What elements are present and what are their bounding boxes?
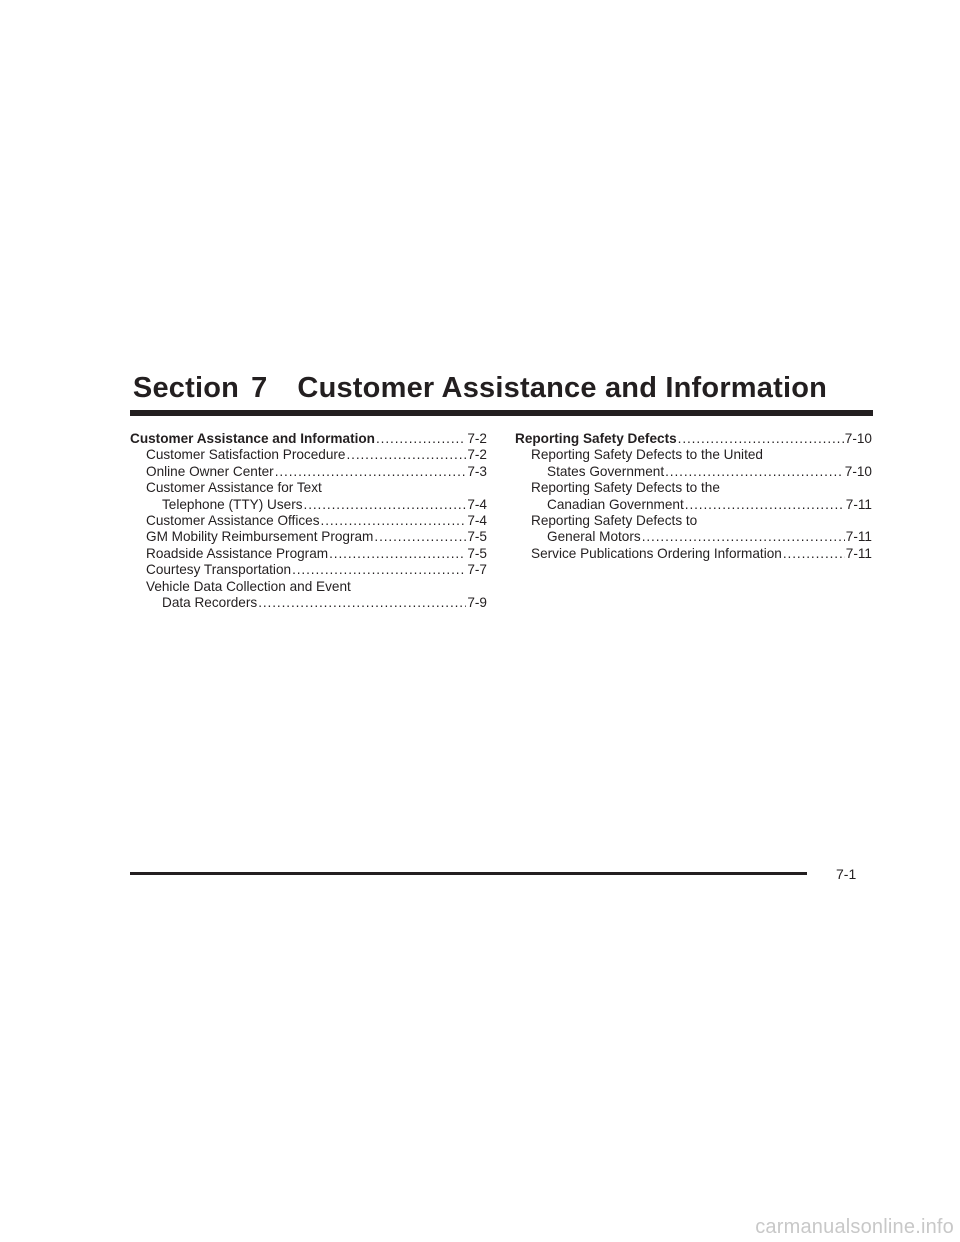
toc-entry[interactable] [130, 579, 487, 612]
section-heading: Customer Assistance and Information [297, 372, 828, 404]
toc-entry-title: Data Recorders [162, 595, 258, 611]
toc-page-ref: 7-11 [845, 496, 872, 512]
toc-page-ref: 7-7 [467, 562, 487, 578]
toc-page-ref: 7-2 [467, 431, 487, 446]
toc-entry-title: Customer Assistance for Text [146, 480, 322, 496]
toc-entry-title: Customer Assistance Offices [146, 513, 320, 529]
toc-heading-entry[interactable] [130, 431, 487, 447]
page-number: 7-1 [836, 866, 857, 882]
toc-page-ref: 7-10 [844, 463, 872, 479]
dot-leader [292, 562, 466, 578]
toc-entry[interactable] [515, 480, 872, 513]
toc-entry-title: Vehicle Data Collection and Event [146, 578, 351, 594]
dot-leader [329, 546, 466, 562]
toc-entry-title: GM Mobility Reimbursement Program [146, 529, 374, 545]
dot-leader [642, 529, 845, 545]
section-label: Section [132, 372, 240, 404]
toc-entry-title: Reporting Safety Defects to the [531, 480, 720, 496]
dot-leader [304, 497, 467, 513]
toc-page-ref: 7-11 [845, 545, 872, 561]
toc-entry-title: Telephone (TTY) Users [162, 496, 303, 512]
toc-heading-entry[interactable] [515, 431, 872, 447]
dot-leader [321, 513, 467, 529]
toc-entry-title: Online Owner Center [146, 463, 274, 479]
toc-page-ref: 7-5 [467, 529, 487, 545]
dot-leader [346, 447, 466, 463]
toc-column-left [130, 431, 487, 611]
toc-entry[interactable] [130, 464, 487, 480]
toc-entry[interactable] [130, 513, 487, 529]
toc-entry[interactable] [515, 447, 872, 480]
toc-entry-title: Roadside Assistance Program [146, 545, 329, 561]
toc-page-ref: 7-10 [844, 431, 872, 446]
dot-leader [258, 595, 466, 611]
toc-entry-title: Courtesy Transportation [146, 562, 292, 578]
toc-page-ref: 7-5 [467, 545, 487, 561]
toc-entry-title: Customer Assistance and Information [130, 431, 375, 446]
toc-entry-title: States Government [547, 463, 665, 479]
watermark: carmanualsonline.info [755, 1216, 954, 1238]
dot-leader [275, 464, 467, 480]
toc-entry-title: Reporting Safety Defects to the United [531, 447, 763, 463]
toc-entry[interactable] [515, 513, 872, 546]
toc-entry[interactable] [130, 529, 487, 545]
footer-rule [130, 872, 807, 875]
toc-entry[interactable] [130, 562, 487, 578]
toc-page-ref: 7-4 [467, 513, 487, 529]
toc-entry[interactable] [130, 447, 487, 463]
dot-leader [665, 464, 844, 480]
dot-leader [678, 431, 844, 447]
dot-leader [374, 529, 466, 545]
toc-entry-title: Service Publications Ordering Information [531, 545, 782, 561]
toc-entry[interactable] [515, 546, 872, 562]
section-number: 7 [251, 372, 268, 404]
section-title [0, 372, 960, 405]
dot-leader [783, 546, 845, 562]
toc-page-ref: 7-3 [467, 463, 487, 479]
toc-page-ref: 7-2 [467, 447, 487, 463]
toc-page-ref: 7-4 [467, 496, 487, 512]
toc-entry-title: Customer Satisfaction Procedure [146, 447, 346, 463]
toc-entry-title: Canadian Government [547, 496, 684, 512]
toc-page-ref: 7-9 [467, 595, 487, 611]
toc-entry-title: General Motors [547, 529, 641, 545]
toc-entry[interactable] [130, 546, 487, 562]
dot-leader [376, 431, 466, 447]
title-rule [130, 410, 873, 416]
toc-page-ref: 7-11 [845, 529, 872, 545]
toc-entry[interactable] [130, 480, 487, 513]
toc-column-right [515, 431, 872, 562]
toc-entry-title: Reporting Safety Defects to [531, 513, 698, 529]
dot-leader [685, 497, 845, 513]
toc-entry-title: Reporting Safety Defects [515, 431, 677, 446]
